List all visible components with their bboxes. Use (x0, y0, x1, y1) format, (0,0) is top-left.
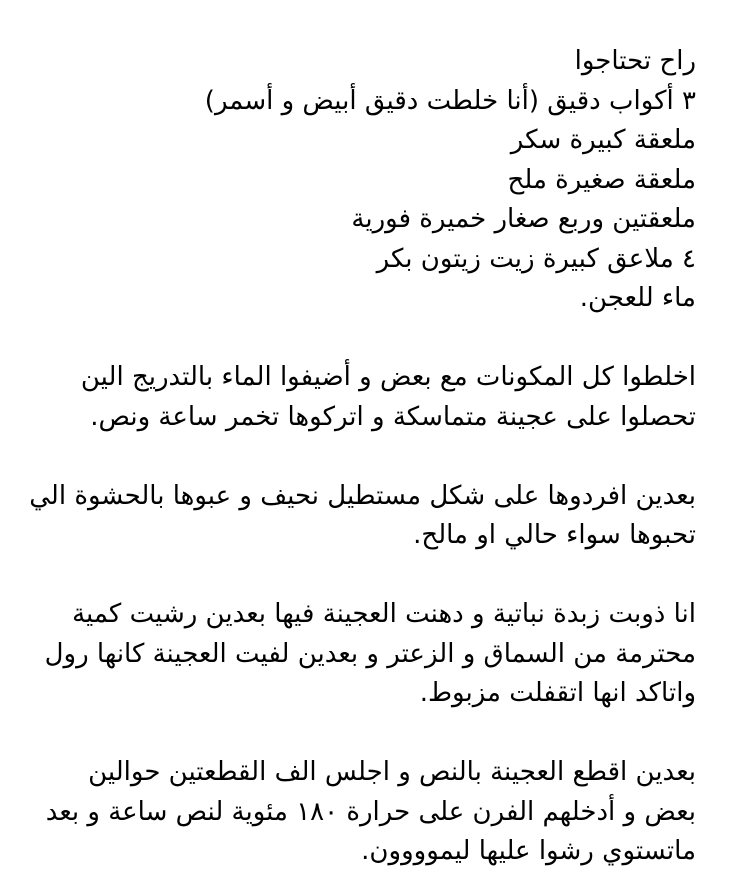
ingredients-paragraph (20, 42, 729, 319)
text-line: اخلطوا كل المكونات مع بعض و أضيفوا الماء بالتدريج الين (80, 362, 696, 392)
text-line: محترمة من السماق و الزعتر و بعدين لفيت العجينة كانها رول (44, 638, 696, 669)
step-2-paragraph (20, 477, 729, 556)
text-line: تحبوها سواء حالي او مالح. (413, 520, 696, 550)
step-3-paragraph (20, 595, 729, 714)
paragraph-gap (20, 319, 729, 359)
text-line: ٤ ملاعق كبيرة زيت زيتون بكر (376, 243, 696, 274)
text-line: تحصلوا على عجينة متماسكة و اتركوها تخمر ساعة ونص. (90, 401, 696, 432)
text-line: ملعقتين وربع صغار خميرة فورية (351, 204, 696, 234)
text-line: ماتستوي رشوا عليها ليموووون. (361, 836, 696, 866)
text-line: ٣ أكواب دقيق (أنا خلطت دقيق أبيض و أسمر) (204, 85, 696, 116)
text-line: بعض و أدخلهم الفرن على حرارة ١٨٠ مئوية لنص ساعة و بعد (45, 796, 696, 827)
text-line: ماء للعجن. (579, 283, 696, 313)
text-line: انا ذوبت زبدة نباتية و دهنت العجينة فيها بعدين رشيت كمية (72, 599, 696, 629)
text-line: ملعقة كبيرة سكر (510, 125, 696, 155)
paragraph-gap (20, 714, 729, 754)
text-line: ملعقة صغيرة ملح (507, 164, 696, 195)
text-line: واتاكد انها اتقفلت مزبوط. (419, 678, 696, 708)
paragraph-gap (20, 556, 729, 596)
paragraph-gap (20, 437, 729, 477)
text-line: بعدين اقطع العجينة بالنص و اجلس الف القطعتين حوالين (88, 757, 696, 787)
recipe-note (20, 42, 729, 872)
step-4-paragraph (20, 753, 729, 872)
text-line: راح تحتاجوا (574, 46, 696, 76)
step-1-paragraph (20, 358, 729, 437)
text-line: بعدين افردوها على شكل مستطيل نحيف و عبوها بالحشوة الي (29, 480, 696, 511)
